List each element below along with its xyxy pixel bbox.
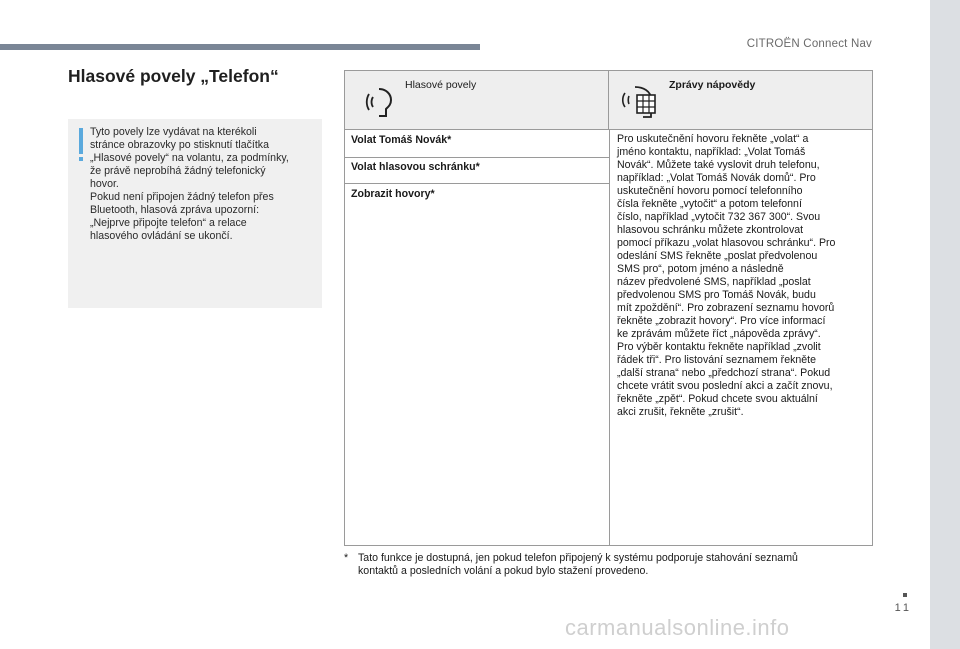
help-messages-icon xyxy=(617,79,661,123)
footnote-text: Tato funkce je dostupná, jen pokud telefon připojený k systému podporuje stahování seznamů kontaktů a posledních volání a pokud bylo stažení provedeno. xyxy=(358,552,798,577)
command-call-voicemail: Volat hlasovou schránku* xyxy=(351,161,480,173)
row-divider xyxy=(345,157,609,158)
header-accent-bar xyxy=(0,44,480,50)
voice-command-table xyxy=(344,70,873,546)
command-call-contact: Volat Tomáš Novák* xyxy=(351,134,452,146)
page-marker-dot xyxy=(903,593,907,597)
table-header-help xyxy=(609,71,872,129)
page-number: 11 xyxy=(894,602,912,614)
info-text: Tyto povely lze vydávat na kterékoli stránce obrazovky po stisknutí tlačítka „Hlasové povely“ na volantu, za podmínky, že právě neprobíhá žádný telefonický hovor. Pokud není připojen žádný telefon přes Bluetooth, hlasová zpráva upozorní: „Nejprve připojte telefon“ a relace hlasového ovládání se ukončí. xyxy=(90,126,289,242)
col-divider xyxy=(609,129,610,545)
help-message-text: Pro uskutečnění hovoru řekněte „volat“ a jméno kontaktu, například: „Volat Tomáš Novák“. Můžete také vyslovit druh telefonu, například: „Volat Tomáš Novák domů“. Pro uskutečnění hovoru pomocí telefonního čísla řekněte „vytočit“ a potom telefonní číslo, například „vytočit 732 367 300“. Svou hlasovou schránku můžete zkontrolovat pomocí příkazu „volat hlasovou schránku“. Pro odeslání SMS řekněte „poslat předvolenou SMS pro“, potom jméno a následně název předvolené SMS, například „poslat předvolenou SMS pro Tomáš Novák, budu mít zpoždění“. Pro zobrazení seznamu hovorů řekněte „zobrazit hovory“. Pro více informací ke zprávám můžete říct „nápověda zprávy“. Pro výběr kontaktu řekněte například „zvolit řádek tři“. Pro listování seznamem řekněte „další strana“ nebo „předchozí strana“. Pokud chcete vrátit svou poslední akci a začít znovu, řekněte „zpět“. Pokud chcete svou aktuální akci zrušit, řekněte „zrušit“. xyxy=(617,133,836,418)
table-header-commands xyxy=(345,71,609,129)
footnote-marker: * xyxy=(344,552,349,564)
col-help-header: Zprávy nápovědy xyxy=(669,79,756,91)
brand-label: CITROËN Connect Nav xyxy=(746,38,872,50)
info-icon xyxy=(79,128,83,154)
page-title: Hlasové povely „Telefon“ xyxy=(68,66,279,86)
voice-command-icon xyxy=(359,83,399,123)
col-commands-header: Hlasové povely xyxy=(405,79,477,91)
info-box xyxy=(68,119,322,308)
row-divider xyxy=(345,183,609,184)
command-show-calls: Zobrazit hovory* xyxy=(351,188,435,200)
info-icon-dot xyxy=(79,157,83,161)
watermark: carmanualsonline.info xyxy=(565,615,790,640)
side-margin-bar xyxy=(930,0,960,649)
